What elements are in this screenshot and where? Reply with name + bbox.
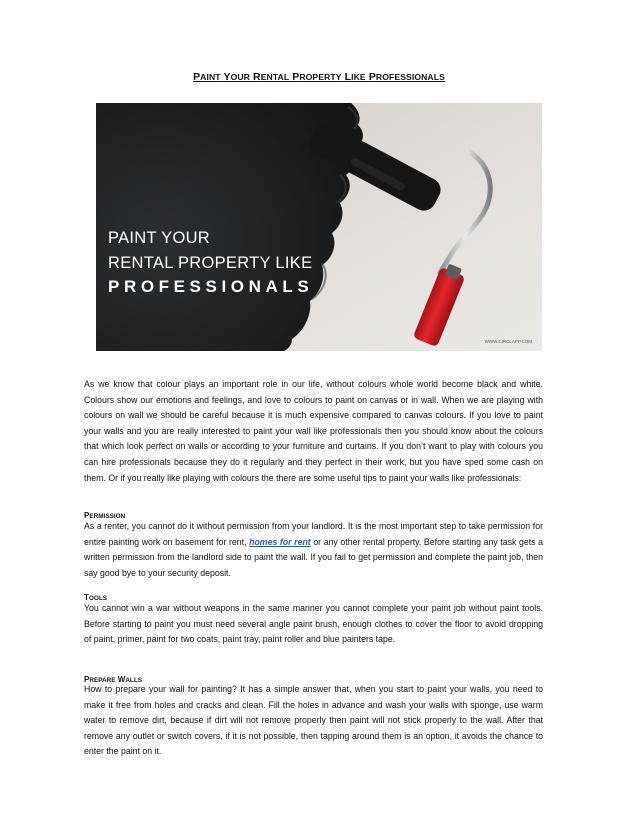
section-heading-prepare-walls: PREPARE WALLS [84,675,142,684]
permission-paragraph: As a renter, you cannot do it without permission from your landlord. It is the most important step to take permission for entire painting work on basement for rent, homes for rent or any other rental property. Before starting any task gets a written permission from the landlord side to paint the wall. If you fail to get permission and complete the paint job, then say good bye to your security deposit. [84,521,543,578]
homes-for-rent-link[interactable]: homes for rent [249,536,311,547]
hero-title-line-1: PAINT YOUR [108,229,211,247]
hero-title-line-2: RENTAL PROPERTY LIKE [108,254,313,272]
hero-title-line-3: PROFESSIONALS [108,277,314,296]
hero-image [96,103,542,351]
prepare-walls-paragraph: How to prepare your wall for painting? It has a simple answer that, when you start to paint your walls, you need to make it free from holes and cracks and clean. Fill the holes in advance and wash your walls with sponge, use warm water to remove dirt, because if dirt will not remove properly then paint will not stick properly to the wall. After that remove any outlet or switch covers, if it is not possible, then tapping around them is an option, it avoids the chance to enter the paint on it. [84,684,543,757]
section-heading-tools: TOOLS [84,593,107,602]
paint-roller-illustration [96,103,542,351]
tools-paragraph: You cannot win a war without weapons in the same manner you cannot complete your paint job without paint tools. Before starting to paint you must need several angle paint brush, enough clothes to cover the floor to avoid dropping of paint, primer, paint for two coats, paint tray, paint roller and blue painters tape. [84,603,543,645]
hero-watermark-url: WWW.CIRCLAPP.COM [484,339,532,344]
page-title: PAINT YOUR RENTAL PROPERTY LIKE PROFESSIONALS [193,71,445,83]
section-heading-permission: PERMISSION [84,511,126,520]
intro-paragraph: As we know that colour plays an important role in our life, without colours whole world become black and white. Colours show our emotions and feelings, and love to colours to paint on canvas or in wall. When we are playing with colours on wall we should be careful because it is much expensive compared to canvas colours. If you love to paint your walls and you are really interested to paint your wall like professionals then you should know about the colours that which look perfect on walls or according to your furniture and curtains. If you don’t want to play with colours you can hire professionals because they do it regularly and they perfect in their work, but you have sped some cash on them. Or if you really like playing with colours the there are some useful tips to paint your walls like professionals: [84,379,543,483]
